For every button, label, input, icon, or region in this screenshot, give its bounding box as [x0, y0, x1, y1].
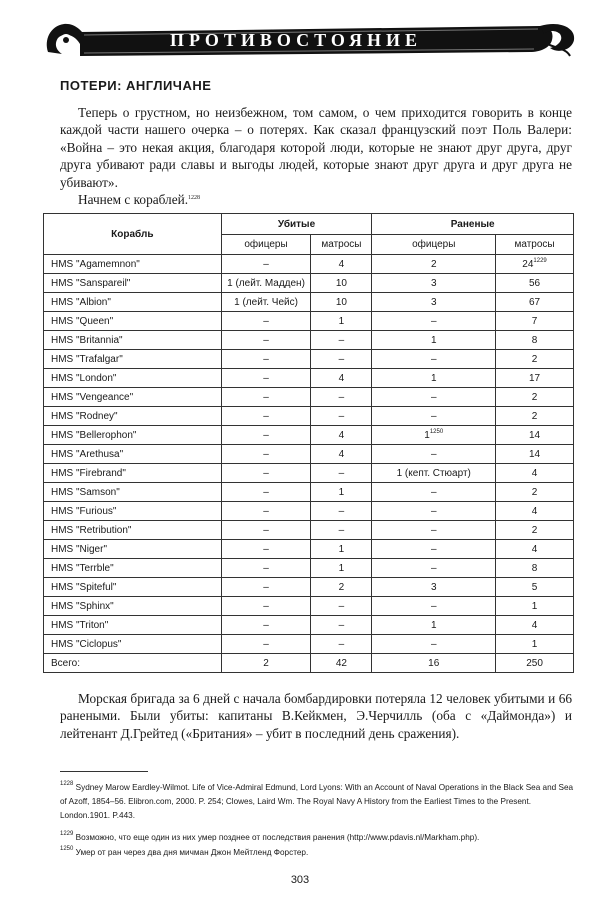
cell-value: 3 — [430, 277, 437, 289]
section-heading: ПОТЕРИ: АНГЛИЧАНЕ — [60, 78, 212, 93]
table-row — [44, 502, 574, 521]
table-row — [44, 616, 574, 635]
cell-value: – — [263, 429, 269, 441]
cell-value: 5 — [531, 581, 538, 593]
cell-value: 1 — [338, 315, 345, 327]
ship-cell — [44, 616, 222, 635]
wounded-sailors-cell — [496, 635, 574, 654]
wounded-officers-cell — [372, 331, 496, 350]
killed-officers-cell — [221, 312, 311, 331]
wounded-sailors-cell — [496, 407, 574, 426]
wounded-sailors-cell — [496, 388, 574, 407]
table-row — [44, 635, 574, 654]
table-row — [44, 293, 574, 312]
footnote-number: 1228 — [60, 781, 74, 787]
killed-sailors-cell — [311, 426, 372, 445]
table-row — [44, 407, 574, 426]
killed-officers-cell — [221, 426, 311, 445]
killed-officers-cell — [221, 559, 311, 578]
header-killed: Убитые — [221, 214, 372, 235]
cell-value: 250 — [526, 657, 543, 669]
killed-officers-cell — [221, 350, 311, 369]
table-row — [44, 578, 574, 597]
header-banner — [40, 18, 580, 62]
sub-killed-sailors: матросы — [311, 235, 372, 255]
wounded-officers-cell — [372, 597, 496, 616]
cell-value: – — [263, 581, 269, 593]
cell-value: 42 — [335, 657, 347, 669]
killed-sailors-cell — [311, 483, 372, 502]
cell-value: – — [430, 353, 437, 365]
table-row — [44, 255, 574, 274]
killed-sailors-cell — [311, 464, 372, 483]
cell-value: HMS "Rodney" — [51, 410, 118, 422]
cell-value: 56 — [528, 277, 541, 289]
footnote-number: 1250 — [60, 846, 74, 852]
cell-value: 4 — [531, 619, 538, 631]
cell-value: 8 — [531, 334, 538, 346]
start-paragraph — [60, 191, 572, 208]
wounded-sailors-cell — [496, 274, 574, 293]
cell-value: 2 — [263, 657, 269, 669]
ship-cell — [44, 654, 222, 673]
cell-value: 24 — [522, 258, 534, 270]
cell-value: 2 — [531, 410, 538, 422]
ship-cell — [44, 407, 222, 426]
cell-value: HMS "Arethusa" — [51, 448, 124, 460]
cell-value: – — [263, 258, 269, 270]
cell-value: HMS "Agamemnon" — [51, 258, 140, 270]
killed-officers-cell — [221, 407, 311, 426]
table-row — [44, 559, 574, 578]
footnote-ref: 1250 — [429, 428, 444, 435]
cell-value: 3 — [430, 296, 437, 308]
ship-cell — [44, 350, 222, 369]
cell-value: – — [263, 600, 269, 612]
killed-sailors-cell — [311, 616, 372, 635]
cell-value: HMS "Trafalgar" — [51, 353, 123, 365]
killed-officers-cell — [221, 483, 311, 502]
cell-value: – — [430, 600, 437, 612]
killed-officers-cell — [221, 578, 311, 597]
killed-officers-cell — [221, 464, 311, 483]
cell-value: 4 — [338, 448, 345, 460]
intro-paragraph: Теперь о грустном, но неизбежном, том самом, о чем приходится говорить в конце каждой части нашего очерка – о потерях. Как сказал французский поэт Поль Валери: «Война – это некая акция, благодаря которой люди, которые не знают друг друга, друг друга убивают ради славы и выгоды людей, которые знают друг друга и друг друга не убивают». — [60, 105, 572, 190]
brigade-paragraph: Морская бригада за 6 дней с начала бомбардировки потеряла 12 человек убитыми и 66 ранеными. Были убиты: капитаны В.Кейкмен, Э.Черчилль (оба с «Даймонда») и лейтенант Д.Грейтед («Британия» – убит в последний день сражения). — [60, 691, 572, 741]
cell-value: – — [430, 486, 437, 498]
cell-value: HMS "Samson" — [51, 486, 120, 498]
ship-cell — [44, 483, 222, 502]
wounded-sailors-cell — [496, 521, 574, 540]
killed-sailors-cell — [311, 407, 372, 426]
wounded-officers-cell — [372, 255, 496, 274]
ship-cell — [44, 255, 222, 274]
start-text: Начнем с кораблей. — [78, 192, 189, 207]
cell-value: – — [263, 467, 269, 479]
killed-officers-cell — [221, 388, 311, 407]
cell-value: – — [430, 391, 437, 403]
cell-value: – — [430, 315, 437, 327]
cell-value: 17 — [528, 372, 541, 384]
cell-value: – — [338, 353, 345, 365]
killed-officers-cell — [221, 502, 311, 521]
killed-sailors-cell — [311, 578, 372, 597]
cell-value: 14 — [528, 448, 541, 460]
cell-value: 4 — [338, 372, 345, 384]
cell-value: HMS "Sphinx" — [51, 600, 114, 612]
cell-value: 14 — [528, 429, 541, 441]
cell-value: – — [430, 524, 437, 536]
wounded-officers-cell — [372, 521, 496, 540]
killed-sailors-cell — [311, 635, 372, 654]
wounded-sailors-cell — [496, 616, 574, 635]
cell-value: – — [338, 505, 345, 517]
cell-value: HMS "Spiteful" — [51, 581, 117, 593]
killed-officers-cell — [221, 635, 311, 654]
wounded-officers-cell — [372, 388, 496, 407]
wounded-sailors-cell — [496, 426, 574, 445]
cell-value: HMS "Albion" — [51, 296, 111, 308]
cell-value: – — [263, 448, 269, 460]
killed-sailors-cell — [311, 255, 372, 274]
wounded-sailors-cell — [496, 597, 574, 616]
wounded-officers-cell — [372, 540, 496, 559]
cell-value: HMS "Furious" — [51, 505, 117, 517]
ship-cell — [44, 502, 222, 521]
footnote-1250 — [60, 846, 576, 860]
cell-value: 1 — [338, 486, 345, 498]
footnote-ref: 1229 — [533, 257, 547, 264]
wounded-officers-cell — [372, 407, 496, 426]
table-row — [44, 426, 574, 445]
table-row — [44, 331, 574, 350]
cell-value: HMS "Queen" — [51, 315, 114, 327]
cell-value: – — [338, 334, 345, 346]
cell-value: 8 — [531, 562, 538, 574]
killed-officers-cell — [221, 540, 311, 559]
cell-value: – — [338, 619, 345, 631]
killed-officers-cell — [221, 255, 311, 274]
wounded-sailors-cell — [496, 559, 574, 578]
wounded-officers-cell — [372, 654, 496, 673]
ship-cell — [44, 635, 222, 654]
wounded-sailors-cell — [496, 293, 574, 312]
cell-value: 1 — [531, 600, 538, 612]
killed-sailors-cell — [311, 540, 372, 559]
wounded-officers-cell — [372, 483, 496, 502]
cell-value: – — [263, 638, 269, 650]
wounded-officers-cell — [372, 559, 496, 578]
cell-value: – — [263, 334, 269, 346]
killed-officers-cell — [221, 293, 311, 312]
ship-cell — [44, 274, 222, 293]
killed-officers-cell — [221, 521, 311, 540]
ship-cell — [44, 559, 222, 578]
cell-value: – — [263, 619, 269, 631]
wounded-sailors-cell — [496, 483, 574, 502]
table-row — [44, 464, 574, 483]
table-row — [44, 369, 574, 388]
killed-sailors-cell — [311, 388, 372, 407]
wounded-officers-cell — [372, 274, 496, 293]
cell-value: – — [338, 410, 345, 422]
wounded-sailors-cell — [496, 369, 574, 388]
cell-value: 4 — [338, 429, 345, 441]
cell-value: 4 — [531, 467, 538, 479]
header-ship: Корабль — [44, 214, 222, 255]
table-row — [44, 274, 574, 293]
cell-value: – — [263, 315, 269, 327]
cell-value: – — [338, 600, 345, 612]
killed-officers-cell — [221, 597, 311, 616]
cell-value: 1 — [430, 334, 437, 346]
ship-cell — [44, 293, 222, 312]
cell-value: – — [430, 505, 437, 517]
cell-value: 1 (лейт. Чейс) — [234, 296, 298, 308]
table-row — [44, 483, 574, 502]
killed-officers-cell — [221, 654, 311, 673]
wounded-sailors-cell — [496, 540, 574, 559]
cell-value: – — [430, 638, 437, 650]
killed-sailors-cell — [311, 312, 372, 331]
table-row — [44, 445, 574, 464]
ship-cell — [44, 445, 222, 464]
footnote-text: Возможно, что еще один из них умер позднее от последствия ранения (http://www.pdavis.nl/Markham.php). — [75, 833, 480, 842]
cell-value: 3 — [430, 581, 437, 593]
wounded-sailors-cell — [496, 502, 574, 521]
wounded-sailors-cell — [496, 255, 574, 274]
ship-cell — [44, 578, 222, 597]
total-row — [44, 654, 574, 673]
wounded-sailors-cell — [496, 312, 574, 331]
table-row — [44, 388, 574, 407]
cell-value: – — [263, 391, 269, 403]
banner-title: ПРОТИВОСТОЯНИЕ — [170, 30, 423, 50]
killed-sailors-cell — [311, 502, 372, 521]
cell-value: – — [263, 372, 269, 384]
cell-value: HMS "London" — [51, 372, 117, 384]
footnote-text: Умер от ран через два дня мичман Джон Мейтленд Форстер. — [75, 848, 309, 857]
cell-value: 4 — [531, 543, 538, 555]
ship-cell — [44, 369, 222, 388]
cell-value: 16 — [428, 657, 440, 669]
cell-value: HMS "Triton" — [51, 619, 109, 631]
wounded-sailors-cell — [496, 350, 574, 369]
wounded-sailors-cell — [496, 331, 574, 350]
cell-value: – — [338, 524, 345, 536]
cell-value: 1 (лейт. Мадден) — [227, 277, 305, 289]
header-wounded: Раненые — [372, 214, 574, 235]
sub-killed-officers: офицеры — [221, 235, 311, 255]
wounded-officers-cell — [372, 369, 496, 388]
cell-value: 1 — [424, 429, 430, 441]
cell-value: – — [263, 524, 269, 536]
cell-value: Всего: — [51, 657, 80, 669]
killed-sailors-cell — [311, 369, 372, 388]
killed-sailors-cell — [311, 445, 372, 464]
cell-value: – — [263, 505, 269, 517]
cell-value: 10 — [335, 296, 347, 308]
table-row — [44, 521, 574, 540]
cell-value: HMS "Firebrand" — [51, 467, 126, 479]
table-row — [44, 350, 574, 369]
table-row — [44, 312, 574, 331]
killed-officers-cell — [221, 331, 311, 350]
cell-value: – — [338, 467, 345, 479]
cell-value: – — [263, 486, 269, 498]
wounded-officers-cell — [372, 635, 496, 654]
footnote-text: Sydney Marow Eardley-Wilmot. Life of Vice-Admiral Edmund, Lord Lyons: With an Account of Naval Operations in the Black Sea and Sea of Azoff, 1854–56. Elibron.com, 2000. P. 254; Clowes, Laird Wm. The Royal Navy A History from the Earliest Times to the Present. London.1901. P.443. — [60, 783, 574, 820]
killed-sailors-cell — [311, 293, 372, 312]
cell-value: – — [430, 543, 437, 555]
ship-cell — [44, 597, 222, 616]
cell-value: 2 — [430, 258, 437, 270]
ship-cell — [44, 540, 222, 559]
ship-cell — [44, 464, 222, 483]
killed-sailors-cell — [311, 274, 372, 293]
cell-value: 2 — [531, 524, 538, 536]
cell-value: 4 — [531, 505, 538, 517]
killed-sailors-cell — [311, 654, 372, 673]
cell-value: HMS "Terrble" — [51, 562, 114, 574]
cell-value: 10 — [335, 277, 347, 289]
cell-value: 1 — [430, 372, 437, 384]
cell-value: – — [263, 353, 269, 365]
ship-cell — [44, 388, 222, 407]
cell-value: – — [430, 562, 437, 574]
sub-wounded-sailors: матросы — [496, 235, 574, 255]
cell-value: 4 — [338, 258, 345, 270]
ship-cell — [44, 426, 222, 445]
cell-value: 2 — [338, 581, 345, 593]
wounded-officers-cell — [372, 578, 496, 597]
page-number: 303 — [290, 874, 310, 886]
wounded-sailors-cell — [496, 654, 574, 673]
losses-table — [43, 213, 574, 673]
cell-value: – — [263, 562, 269, 574]
cell-value: – — [430, 448, 437, 460]
killed-officers-cell — [221, 445, 311, 464]
sub-wounded-officers: офицеры — [372, 235, 496, 255]
table-row — [44, 540, 574, 559]
wounded-officers-cell — [372, 616, 496, 635]
wounded-sailors-cell — [496, 445, 574, 464]
cell-value: HMS "Retribution" — [51, 524, 132, 536]
cell-value: HMS "Bellerophon" — [51, 429, 137, 441]
cell-value: 7 — [531, 315, 538, 327]
killed-sailors-cell — [311, 559, 372, 578]
cell-value: 2 — [531, 391, 538, 403]
cell-value: – — [338, 638, 345, 650]
wounded-officers-cell — [372, 426, 496, 445]
wounded-sailors-cell — [496, 464, 574, 483]
cell-value: 2 — [531, 353, 538, 365]
killed-sailors-cell — [311, 597, 372, 616]
killed-sailors-cell — [311, 521, 372, 540]
killed-officers-cell — [221, 274, 311, 293]
killed-sailors-cell — [311, 350, 372, 369]
wounded-officers-cell — [372, 350, 496, 369]
cell-value: 67 — [528, 296, 541, 308]
cell-value: – — [430, 410, 437, 422]
footnote-1228 — [60, 781, 576, 823]
wounded-officers-cell — [372, 445, 496, 464]
cell-value: 1 (кепт. Стюарт) — [396, 467, 471, 479]
ship-cell — [44, 521, 222, 540]
cell-value: 1 — [338, 562, 345, 574]
wounded-officers-cell — [372, 293, 496, 312]
ship-cell — [44, 312, 222, 331]
footnote-1229 — [60, 831, 576, 845]
cell-value: 1 — [430, 619, 437, 631]
wounded-officers-cell — [372, 502, 496, 521]
ship-cell — [44, 331, 222, 350]
footnote-ref: 1228 — [188, 195, 201, 201]
cell-value: 1 — [531, 638, 538, 650]
wounded-officers-cell — [372, 464, 496, 483]
wounded-sailors-cell — [496, 578, 574, 597]
footnote-divider — [60, 771, 148, 772]
cell-value: 1 — [338, 543, 345, 555]
footnote-number: 1229 — [60, 831, 74, 837]
cell-value: HMS "Vengeance" — [51, 391, 134, 403]
wounded-officers-cell — [372, 312, 496, 331]
cell-value: 2 — [531, 486, 538, 498]
cell-value: HMS "Sanspareil" — [51, 277, 131, 289]
cell-value: – — [263, 543, 269, 555]
table-row — [44, 597, 574, 616]
killed-sailors-cell — [311, 331, 372, 350]
killed-officers-cell — [221, 369, 311, 388]
cell-value: HMS "Britannia" — [51, 334, 123, 346]
cell-value: – — [263, 410, 269, 422]
cell-value: – — [338, 391, 345, 403]
killed-officers-cell — [221, 616, 311, 635]
cell-value: HMS "Niger" — [51, 543, 107, 555]
cell-value: HMS "Ciclopus" — [51, 638, 122, 650]
